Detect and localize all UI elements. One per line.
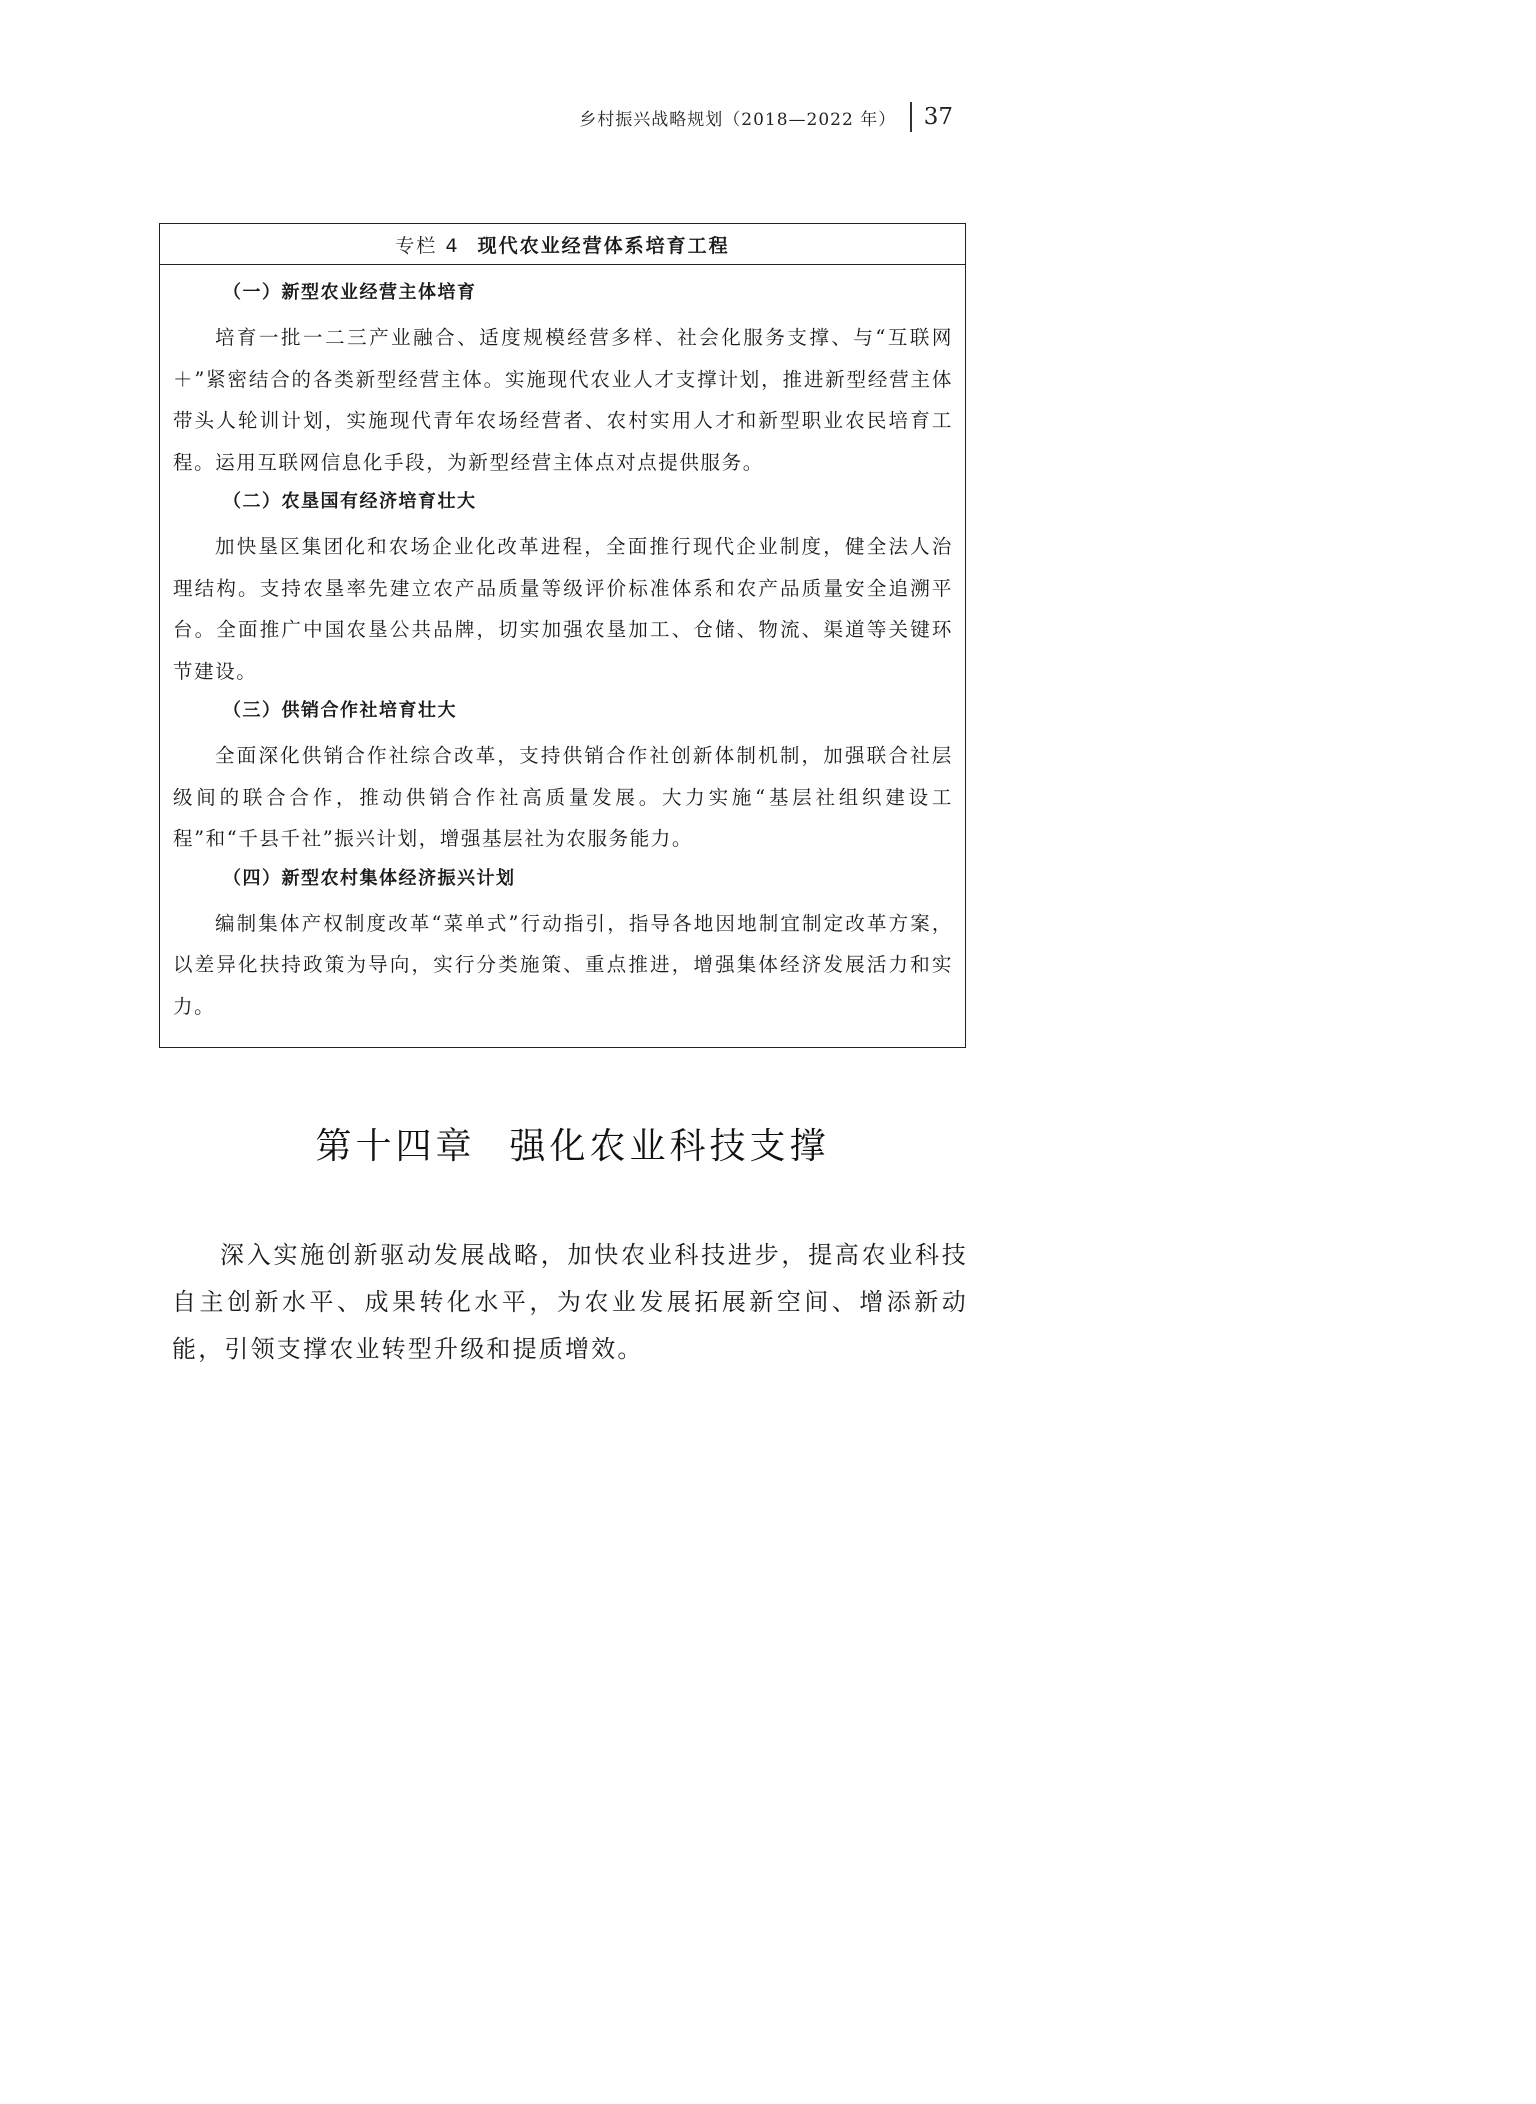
chapter-title xyxy=(0,1118,1145,1169)
subsection-heading: （四）新型农村集体经济振兴计划 xyxy=(223,867,516,889)
feature-column-box xyxy=(159,223,966,1048)
page-number: 37 xyxy=(923,104,953,130)
column-content xyxy=(160,265,965,1027)
chapter-name: 强化农业科技支撑 xyxy=(509,1126,830,1167)
subsection-text: 全面深化供销合作社综合改革，支持供销合作社创新体制机制，加强联合社层级间的联合合作，推动供销合作社高质量发展。大力实施“基层社组织建设工程”和“千县千社”振兴计划，增强基层社为农服务能力。 xyxy=(173,744,953,850)
column-label: 专栏 4 xyxy=(395,234,460,257)
running-title: 乡村振兴战略规划（2018—2022 年） xyxy=(579,109,897,130)
subsection-text: 加快垦区集团化和农场企业化改革进程，全面推行现代企业制度，健全法人治理结构。支持农垦率先建立农产品质量等级评价标准体系和农产品质量安全追溯平台。全面推广中国农垦公共品牌，切实加强农垦加工、仓储、物流、渠道等关键环节建设。 xyxy=(173,535,953,683)
column-title: 现代农业经营体系培育工程 xyxy=(477,234,730,257)
subsection-heading: （二）农垦国有经济培育壮大 xyxy=(223,491,477,512)
subsection-heading: （一）新型农业经营主体培育 xyxy=(223,282,477,303)
subsection-text: 培育一批一二三产业融合、适度规模经营多样、社会化服务支撑、与“互联网＋”紧密结合的各类新型经营主体。实施现代农业人才支撑计划，推进新型经营主体带头人轮训计划，实施现代青年农场经营者、农村实用人才和新型职业农民培育工程。运用互联网信息化手段，为新型经营主体点对点提供服务。 xyxy=(173,326,953,474)
chapter-number: 第十四章 xyxy=(315,1126,476,1167)
body-paragraph: 深入实施创新驱动发展战略，加快农业科技进步，提高农业科技自主创新水平、成果转化水平，为农业发展拓展新空间、增添新动能，引领支撑农业转型升级和提质增效。 xyxy=(172,1241,968,1363)
subsection-heading: （三）供销合作社培育壮大 xyxy=(223,700,457,721)
column-title-row xyxy=(160,224,965,265)
subsection-text: 编制集体产权制度改革“菜单式”行动指引，指导各地因地制宜制定改革方案，以差异化扶持政策为导向，实行分类施策、重点推进，增强集体经济发展活力和实力。 xyxy=(173,911,953,1018)
page-header xyxy=(579,100,953,134)
header-divider xyxy=(910,102,912,132)
